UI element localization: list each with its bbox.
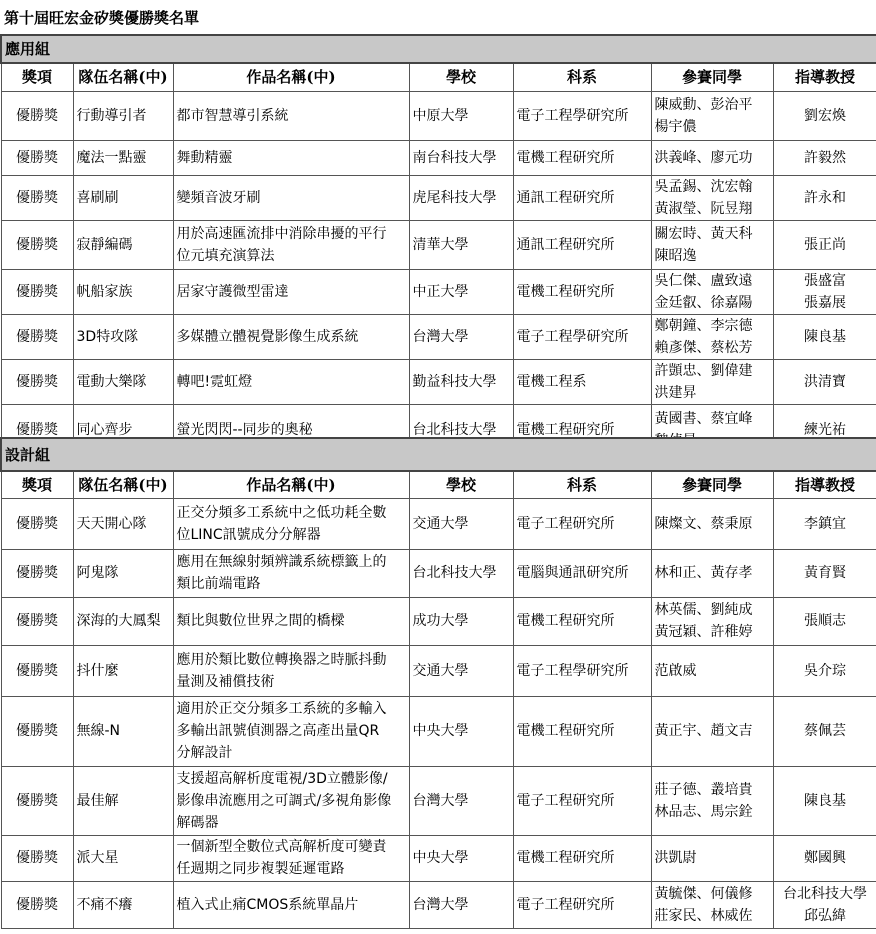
department-cell: 電機工程研究所 — [513, 835, 651, 881]
school-cell: 台灣大學 — [409, 881, 513, 928]
school-cell: 台北科技大學 — [409, 549, 513, 597]
team-name-cell: 電動大樂隊 — [73, 359, 173, 404]
section-title: 應用組 — [1, 35, 876, 63]
team-name-cell: 寂靜編碼 — [73, 220, 173, 269]
page-title: 第十屆旺宏金矽獎優勝獎名單 — [4, 9, 200, 27]
table-row — [1, 549, 876, 597]
work-name-cell: 應用於類比數位轉換器之時脈抖動 量測及補償技術 — [173, 645, 409, 696]
department-cell: 電腦與通訊研究所 — [513, 549, 651, 597]
team-name-cell: 派大星 — [73, 835, 173, 881]
students-cell: 洪凱尉 — [651, 835, 773, 881]
award-cell: 優勝獎 — [1, 175, 73, 220]
department-cell: 通訊工程研究所 — [513, 220, 651, 269]
department-cell: 電機工程系 — [513, 359, 651, 404]
department-cell: 電子工程研究所 — [513, 498, 651, 549]
award-cell: 優勝獎 — [1, 498, 73, 549]
award-cell: 優勝獎 — [1, 91, 73, 140]
department-cell: 電子工程學研究所 — [513, 314, 651, 359]
school-cell: 勤益科技大學 — [409, 359, 513, 404]
students-cell: 范啟威 — [651, 645, 773, 696]
application-group-table — [0, 34, 876, 456]
work-name-cell: 變頻音波牙刷 — [173, 175, 409, 220]
team-name-cell: 3D特攻隊 — [73, 314, 173, 359]
advisor-cell: 台北科技大學 邱弘緯 — [773, 881, 876, 928]
award-cell: 優勝獎 — [1, 359, 73, 404]
advisor-cell: 張正尚 — [773, 220, 876, 269]
table-row — [1, 766, 876, 835]
department-cell: 電機工程研究所 — [513, 404, 651, 455]
team-name-cell: 深海的大鳳梨 — [73, 597, 173, 645]
work-name-cell: 植入式止痛CMOS系統單晶片 — [173, 881, 409, 928]
table-row — [1, 359, 876, 404]
school-cell: 交通大學 — [409, 498, 513, 549]
team-name-cell: 行動導引者 — [73, 91, 173, 140]
advisor-cell: 洪清寶 — [773, 359, 876, 404]
header-team: 隊伍名稱(中) — [73, 471, 173, 498]
work-name-cell: 應用在無線射頻辨識系統標籤上的 類比前端電路 — [173, 549, 409, 597]
advisor-cell: 李鎮宜 — [773, 498, 876, 549]
table-row — [1, 498, 876, 549]
students-cell: 林英儒、劉純成 黃冠穎、許稚婷 — [651, 597, 773, 645]
table-row — [1, 314, 876, 359]
school-cell: 虎尾科技大學 — [409, 175, 513, 220]
design-group-table — [0, 437, 876, 929]
students-cell: 吳孟錫、沈宏翰 黃淑瑩、阮昱翔 — [651, 175, 773, 220]
department-cell: 電子工程學研究所 — [513, 645, 651, 696]
header-advisor: 指導教授 — [773, 63, 876, 91]
school-cell: 交通大學 — [409, 645, 513, 696]
department-cell: 電子工程研究所 — [513, 881, 651, 928]
table-row — [1, 835, 876, 881]
header-work: 作品名稱(中) — [173, 471, 409, 498]
award-cell: 優勝獎 — [1, 269, 73, 314]
work-name-cell: 適用於正交分頻多工系統的多輸入 多輸出訊號偵測器之高產出量QR 分解設計 — [173, 696, 409, 766]
award-cell: 優勝獎 — [1, 597, 73, 645]
header-school: 學校 — [409, 63, 513, 91]
advisor-cell: 練光祐 — [773, 404, 876, 455]
school-cell: 中央大學 — [409, 835, 513, 881]
students-cell: 林和正、黃存孝 — [651, 549, 773, 597]
work-name-cell: 螢光閃閃--同步的奧秘 — [173, 404, 409, 455]
students-cell: 黃正宇、趙文吉 — [651, 696, 773, 766]
team-name-cell: 同心齊步 — [73, 404, 173, 455]
team-name-cell: 喜刷刷 — [73, 175, 173, 220]
advisor-cell: 陳良基 — [773, 314, 876, 359]
advisor-cell: 劉宏煥 — [773, 91, 876, 140]
department-cell: 電機工程研究所 — [513, 696, 651, 766]
work-name-cell: 都市智慧導引系統 — [173, 91, 409, 140]
header-school: 學校 — [409, 471, 513, 498]
advisor-cell: 吳介琮 — [773, 645, 876, 696]
header-team: 隊伍名稱(中) — [73, 63, 173, 91]
header-dept: 科系 — [513, 471, 651, 498]
team-name-cell: 魔法一點靈 — [73, 140, 173, 175]
school-cell: 清華大學 — [409, 220, 513, 269]
team-name-cell: 帆船家族 — [73, 269, 173, 314]
school-cell: 台灣大學 — [409, 314, 513, 359]
advisor-cell: 張盛富 張嘉展 — [773, 269, 876, 314]
advisor-cell: 鄭國興 — [773, 835, 876, 881]
school-cell: 台北科技大學 — [409, 404, 513, 455]
students-cell: 陳威動、彭治平 楊宇儂 — [651, 91, 773, 140]
award-cell: 優勝獎 — [1, 549, 73, 597]
award-cell: 優勝獎 — [1, 404, 73, 455]
team-name-cell: 無線-N — [73, 696, 173, 766]
work-name-cell: 舞動精靈 — [173, 140, 409, 175]
header-students: 參賽同學 — [651, 471, 773, 498]
students-cell: 莊子德、叢培貴 林品志、馬宗銓 — [651, 766, 773, 835]
table-row — [1, 140, 876, 175]
school-cell: 中央大學 — [409, 696, 513, 766]
advisor-cell: 蔡佩芸 — [773, 696, 876, 766]
department-cell: 電子工程學研究所 — [513, 91, 651, 140]
work-name-cell: 轉吧!霓虹燈 — [173, 359, 409, 404]
department-cell: 電機工程研究所 — [513, 140, 651, 175]
header-advisor: 指導教授 — [773, 471, 876, 498]
team-name-cell: 阿鬼隊 — [73, 549, 173, 597]
students-cell: 陳燦文、蔡秉原 — [651, 498, 773, 549]
department-cell: 電機工程研究所 — [513, 597, 651, 645]
work-name-cell: 一個新型全數位式高解析度可變責 任週期之同步複製延遲電路 — [173, 835, 409, 881]
advisor-cell: 黃育賢 — [773, 549, 876, 597]
award-cell: 優勝獎 — [1, 881, 73, 928]
advisor-cell: 許毅然 — [773, 140, 876, 175]
table-row — [1, 597, 876, 645]
work-name-cell: 居家守護微型雷達 — [173, 269, 409, 314]
team-name-cell: 天天開心隊 — [73, 498, 173, 549]
work-name-cell: 正交分頻多工系統中之低功耗全數 位LINC訊號成分分解器 — [173, 498, 409, 549]
award-cell: 優勝獎 — [1, 645, 73, 696]
team-name-cell: 不痛不癢 — [73, 881, 173, 928]
department-cell: 電子工程研究所 — [513, 766, 651, 835]
students-cell: 許顗忠、劉偉建 洪建昇 — [651, 359, 773, 404]
team-name-cell: 抖什麼 — [73, 645, 173, 696]
award-cell: 優勝獎 — [1, 766, 73, 835]
header-work: 作品名稱(中) — [173, 63, 409, 91]
school-cell: 南台科技大學 — [409, 140, 513, 175]
table-row — [1, 269, 876, 314]
header-dept: 科系 — [513, 63, 651, 91]
award-cell: 優勝獎 — [1, 696, 73, 766]
team-name-cell: 最佳解 — [73, 766, 173, 835]
students-cell: 黃國書、蔡宜峰 — [651, 404, 773, 455]
table-row — [1, 91, 876, 140]
section-title: 設計組 — [1, 438, 876, 471]
school-cell: 中正大學 — [409, 269, 513, 314]
work-name-cell: 類比與數位世界之間的橋樑 — [173, 597, 409, 645]
students-cell: 吳仁傑、盧致遠 金廷叡、徐嘉陽 — [651, 269, 773, 314]
advisor-cell: 許永和 — [773, 175, 876, 220]
school-cell: 中原大學 — [409, 91, 513, 140]
table-row — [1, 696, 876, 766]
students-cell: 洪義峰、廖元功 — [651, 140, 773, 175]
advisor-cell: 陳良基 — [773, 766, 876, 835]
school-cell: 成功大學 — [409, 597, 513, 645]
table-row — [1, 175, 876, 220]
department-cell: 通訊工程研究所 — [513, 175, 651, 220]
award-cell: 優勝獎 — [1, 140, 73, 175]
work-name-cell: 用於高速匯流排中消除串擾的平行 位元填充演算法 — [173, 220, 409, 269]
table-row — [1, 645, 876, 696]
header-award: 獎項 — [1, 471, 73, 498]
work-name-cell: 支援超高解析度電視/3D立體影像/ 影像串流應用之可調式/多視角影像 解碼器 — [173, 766, 409, 835]
header-students: 參賽同學 — [651, 63, 773, 91]
award-cell: 優勝獎 — [1, 835, 73, 881]
school-cell: 台灣大學 — [409, 766, 513, 835]
work-name-cell: 多媒體立體視覺影像生成系統 — [173, 314, 409, 359]
award-cell: 優勝獎 — [1, 220, 73, 269]
award-cell: 優勝獎 — [1, 314, 73, 359]
department-cell: 電機工程研究所 — [513, 269, 651, 314]
students-cell: 黃毓傑、何儀修 莊家民、林威佐 — [651, 881, 773, 928]
header-award: 獎項 — [1, 63, 73, 91]
students-cell: 關宏時、黃天科 陳昭逸 — [651, 220, 773, 269]
students-cell: 鄭朝鐘、李宗德 賴彥傑、蔡松芳 — [651, 314, 773, 359]
advisor-cell: 張順志 — [773, 597, 876, 645]
table-row — [1, 881, 876, 928]
table-row — [1, 220, 876, 269]
